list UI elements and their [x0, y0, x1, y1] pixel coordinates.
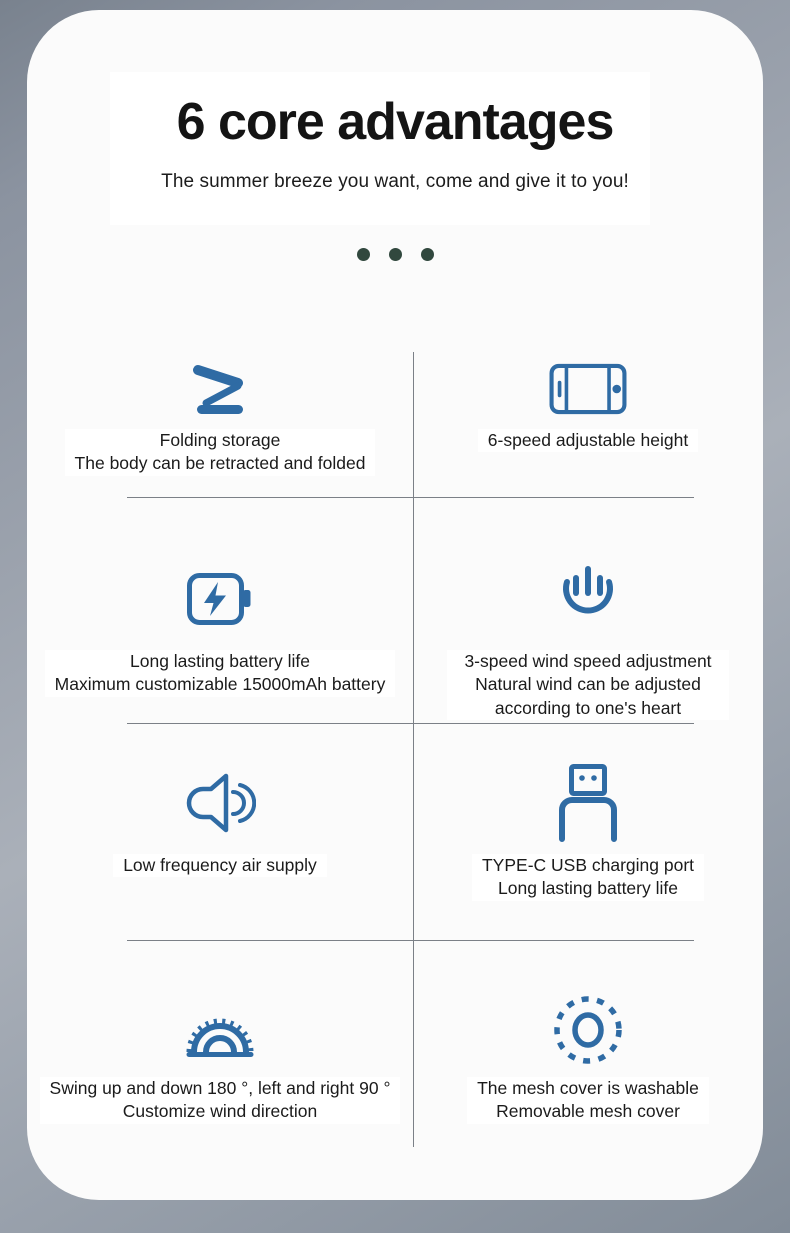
- feature-text: [45, 650, 396, 697]
- feature-usb-charging: [413, 723, 763, 940]
- feature-text: [447, 650, 729, 720]
- feature-line: TYPE-C USB charging port: [481, 855, 695, 875]
- feature-text: [65, 429, 376, 476]
- decor-dots: [27, 248, 763, 261]
- feature-line: Low frequency air supply: [123, 855, 317, 875]
- feature-line: Customize wind direction: [122, 1101, 318, 1122]
- header: [27, 10, 763, 193]
- feature-text: [467, 1077, 709, 1124]
- feature-line: 6-speed adjustable height: [487, 430, 689, 450]
- feature-folding-storage: [27, 352, 413, 497]
- feature-swing-direction: [27, 940, 413, 1146]
- feature-line: Folding storage: [159, 430, 281, 450]
- feature-line: The body can be retracted and folded: [74, 453, 366, 474]
- dot-icon: [389, 248, 402, 261]
- feature-line: 3-speed wind speed adjustment: [464, 651, 712, 671]
- feature-line: Long lasting battery life: [130, 651, 310, 671]
- feature-battery: [27, 497, 413, 723]
- speaker-icon: [184, 763, 256, 843]
- usb-icon: [558, 763, 618, 843]
- feature-text: [472, 854, 704, 901]
- feature-text: [478, 429, 698, 452]
- feature-line: Removable mesh cover: [496, 1101, 680, 1122]
- feature-wind-speed: [413, 497, 763, 723]
- feature-line: Long lasting battery life: [498, 878, 678, 899]
- feature-text: [40, 1077, 401, 1124]
- dot-icon: [357, 248, 370, 261]
- feature-line: Natural wind can be adjusted according to one's heart: [475, 674, 701, 718]
- feature-line: Maximum customizable 15000mAh battery: [54, 674, 386, 695]
- feature-line: The mesh cover is washable: [477, 1078, 699, 1098]
- advantages-card: [27, 10, 763, 1200]
- washable-mesh-icon: [549, 994, 627, 1066]
- folding-storage-icon: [183, 360, 257, 418]
- natural-wind-icon: [556, 559, 620, 639]
- battery-icon: [187, 559, 253, 639]
- page-subtitle: The summer breeze you want, come and give it to you!: [161, 171, 629, 193]
- feature-line: Swing up and down 180 °, left and right 90 °: [49, 1078, 391, 1098]
- feature-grid: [27, 352, 763, 1146]
- dot-icon: [421, 248, 434, 261]
- feature-washable-mesh: [413, 940, 763, 1146]
- feature-text: [113, 854, 327, 877]
- feature-low-frequency: [27, 723, 413, 940]
- page-title: 6 core advantages: [176, 93, 614, 151]
- adjustable-height-icon: [549, 360, 627, 418]
- feature-adjustable-height: [413, 352, 763, 497]
- protractor-icon: [176, 994, 264, 1066]
